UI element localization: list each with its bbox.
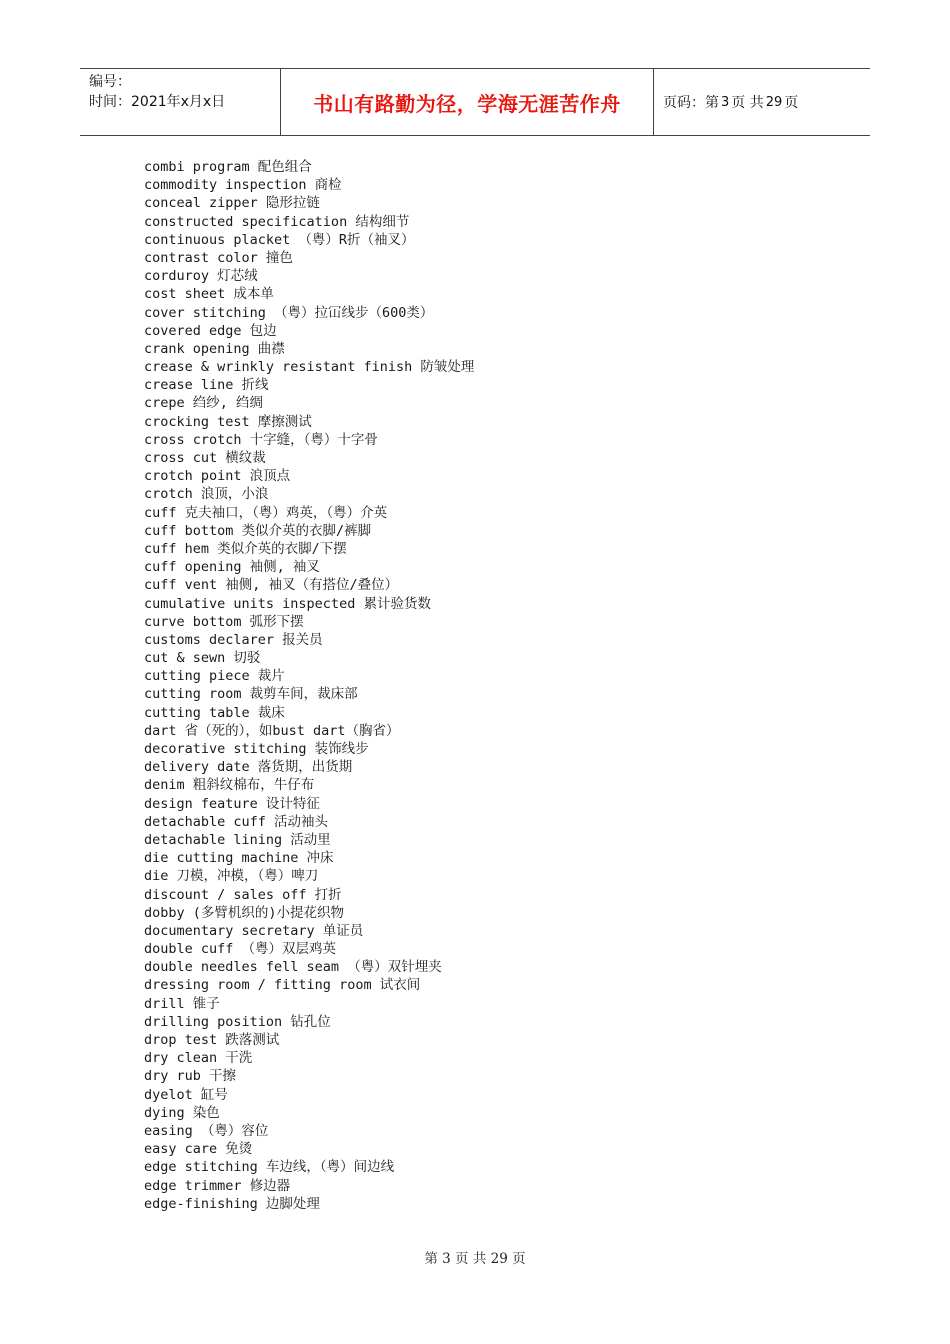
header-meta [80, 69, 281, 135]
glossary-entry: delivery date 落货期，出货期 [144, 759, 353, 776]
glossary-entry: dyelot 缸号 [144, 1086, 228, 1103]
glossary-entry: crocking test 摩擦测试 [144, 413, 312, 430]
glossary-entry: corduroy 灯芯绒 [144, 268, 258, 285]
glossary-entry: cover stitching （粤）拉冚线步（600类） [144, 304, 434, 321]
glossary-entry: double cuff （粤）双层鸡英 [144, 941, 337, 958]
glossary-entry: die 刀模，冲模，（粤）啤刀 [144, 868, 319, 885]
glossary-entry: contrast color 撞色 [144, 249, 293, 266]
glossary-entry: constructed specification 结构细节 [144, 213, 410, 230]
glossary-entry: detachable cuff 活动袖头 [144, 813, 329, 830]
glossary-entry: edge stitching 车边线，（粤）间边线 [144, 1159, 395, 1176]
page-footer [0, 1247, 950, 1267]
page-label-suffix: 页 [784, 95, 799, 111]
footer-suffix: 页 [512, 1251, 526, 1267]
footer-current-page: 3 [442, 1251, 451, 1267]
glossary-entry: design feature 设计特征 [144, 795, 320, 812]
glossary-entry: covered edge 包边 [144, 322, 277, 339]
header-page-number [654, 69, 870, 135]
page-header [80, 68, 870, 136]
glossary-entry: documentary secretary 单证员 [144, 922, 364, 939]
glossary-entry: edge trimmer 修边器 [144, 1177, 291, 1194]
glossary-entry: cuff hem 类似介英的衣脚/下摆 [144, 540, 347, 557]
glossary-entry: die cutting machine 冲床 [144, 850, 334, 867]
glossary-entry: easy care 免烫 [144, 1141, 253, 1158]
glossary-entry: cuff vent 袖侧, 袖叉（有搭位/叠位） [144, 577, 399, 594]
page-total: 29 [765, 94, 783, 110]
glossary-entry: discount / sales off 打折 [144, 886, 342, 903]
glossary-entry: dry clean 干洗 [144, 1050, 253, 1067]
glossary-entry: drop test 跌落测试 [144, 1032, 280, 1048]
glossary-entry: crotch 浪顶，小浪 [144, 486, 269, 503]
footer-prefix: 第 [424, 1251, 438, 1267]
glossary-list [144, 158, 474, 1213]
footer-total-pages: 29 [490, 1251, 508, 1267]
footer-mid: 页 共 [455, 1251, 487, 1267]
glossary-entry: cuff 克夫袖口，（粤）鸡英，（粤）介英 [144, 504, 388, 521]
document-date-label: 时间：2021年x月x日 [89, 94, 226, 110]
glossary-entry: crotch point 浪顶点 [144, 468, 291, 485]
page-label-prefix: 页码：第 [663, 95, 719, 111]
glossary-entry: cutting room 裁剪车间，裁床部 [144, 686, 358, 703]
glossary-entry: dry rub 干擦 [144, 1068, 237, 1085]
glossary-entry: crease & wrinkly resistant finish 防皱处理 [144, 359, 475, 376]
glossary-entry: crepe 绉纱, 绉绸 [144, 395, 264, 412]
page-current: 3 [721, 94, 730, 110]
glossary-entry: cross crotch 十字缝，（粤）十字骨 [144, 431, 378, 448]
glossary-entry: drilling position 钻孔位 [144, 1013, 331, 1030]
document-code-label: 编号： [89, 74, 131, 90]
glossary-entry: edge-finishing 边脚处理 [144, 1195, 320, 1212]
glossary-entry: conceal zipper 隐形拉链 [144, 195, 320, 212]
glossary-entry: detachable lining 活动里 [144, 831, 331, 848]
glossary-entry: cross cut 横纹裁 [144, 450, 266, 466]
glossary-entry: cut & sewn 切驳 [144, 650, 261, 667]
glossary-entry: decorative stitching 装饰线步 [144, 741, 369, 757]
glossary-entry: crank opening 曲襟 [144, 340, 285, 357]
glossary-entry: cutting table 裁床 [144, 704, 285, 721]
glossary-entry: cuff opening 袖侧, 袖叉 [144, 559, 320, 576]
glossary-entry: continuous placket （粤）R折（袖叉） [144, 231, 415, 248]
glossary-entry: customs declarer 报关员 [144, 631, 323, 648]
glossary-entry: cuff bottom 类似介英的衣脚/裤脚 [144, 522, 372, 539]
glossary-entry: dying 染色 [144, 1104, 220, 1121]
glossary-entry: crease line 折线 [144, 377, 269, 394]
glossary-entry: commodity inspection 商检 [144, 177, 342, 194]
glossary-entry: cumulative units inspected 累计验货数 [144, 595, 431, 612]
glossary-entry: dressing room / fitting room 试衣间 [144, 977, 421, 994]
glossary-entry: curve bottom 弧形下摆 [144, 613, 304, 630]
glossary-entry: double needles fell seam （粤）双针埋夹 [144, 959, 442, 976]
header-motto: 书山有路勤为径，学海无涯苦作舟 [281, 69, 654, 135]
page-label-mid: 页 共 [731, 95, 764, 111]
glossary-entry: combi program 配色组合 [144, 159, 312, 175]
glossary-entry: dobby (多臂机织的)小提花织物 [144, 904, 345, 921]
glossary-entry: cost sheet 成本单 [144, 286, 274, 303]
glossary-entry: easing （粤）容位 [144, 1122, 269, 1139]
glossary-entry: cutting piece 裁片 [144, 668, 285, 685]
glossary-entry: dart 省（死的），如bust dart（胸省） [144, 722, 400, 739]
glossary-entry: denim 粗斜纹棉布，牛仔布 [144, 777, 315, 794]
glossary-entry: drill 锥子 [144, 995, 220, 1012]
